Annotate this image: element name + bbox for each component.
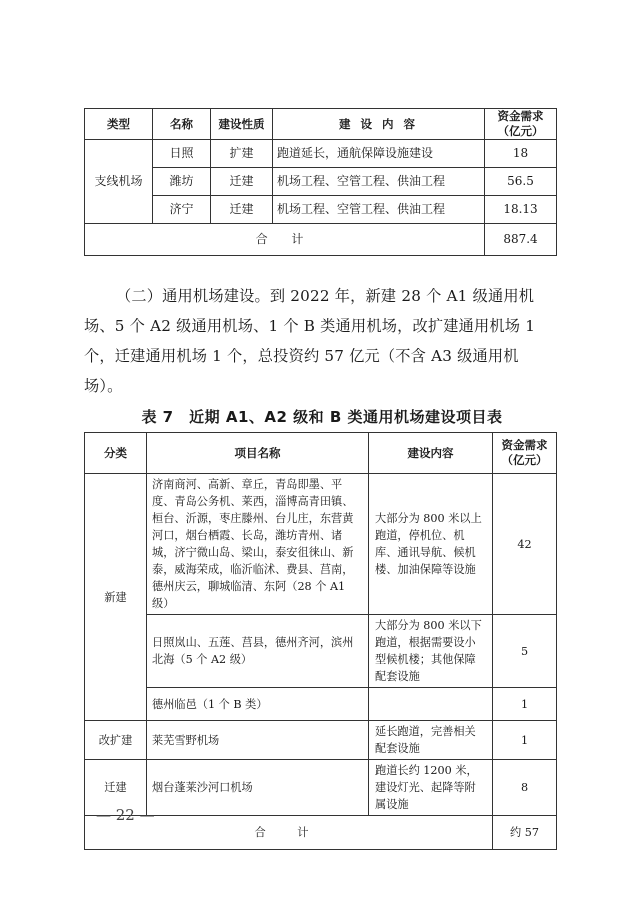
table-7-caption: 表 7 近期 A1、A2 级和 B 类通用机场建设项目表 (141, 408, 503, 426)
cell-content: 机场工程、空管工程、供油工程 (273, 168, 485, 196)
cell-project: 德州临邑（1 个 B 类） (147, 688, 369, 721)
cell-funds: 18 (485, 140, 557, 168)
cell-project: 日照岚山、五莲、莒县，德州齐河，滨州北海（5 个 A2 级） (147, 615, 369, 688)
cell-funds: 8 (493, 760, 557, 816)
cell-funds: 5 (493, 615, 557, 688)
table-row (85, 474, 557, 615)
total-value: 887.4 (485, 224, 557, 256)
table-row (85, 615, 557, 688)
cell-project: 莱芜雪野机场 (147, 721, 369, 760)
cell-content (369, 688, 493, 721)
header-type: 类型 (85, 109, 153, 140)
cell-content: 大部分为 800 米以上跑道，停机位、机库、通讯导航、候机楼、加油保障等设施 (369, 474, 493, 615)
cell-project: 济南商河、高新、章丘，青岛即墨、平度、青岛公务机、莱西，淄博高青田镇、桓台、沂源，枣庄滕州、台儿庄，东营黄河口，烟台栖霞、长岛，潍坊青州、诸城，济宁微山岛、梁山，泰安徂徕山、新泰，威海荣成，临沂临沭、费县、莒南，德州庆云，聊城临清、东阿（28 个 A1 级） (147, 474, 369, 615)
cell-funds: 18.13 (485, 196, 557, 224)
category-expand: 改扩建 (85, 721, 147, 760)
cell-content: 大部分为 800 米以下跑道，根据需要设小型候机楼；其他保障配套设施 (369, 615, 493, 688)
paragraph-line: 场、5 个 A2 级通用机场、1 个 B 类通用机场，改扩建通用机场 1 (84, 317, 536, 335)
total-label: 合 计 (85, 224, 485, 256)
total-row (85, 224, 557, 256)
cell-funds: 42 (493, 474, 557, 615)
table-row (85, 760, 557, 816)
cell-content: 机场工程、空管工程、供油工程 (273, 196, 485, 224)
cell-funds: 1 (493, 721, 557, 760)
cell-nature: 扩建 (211, 140, 273, 168)
header-project: 项目名称 (147, 433, 369, 474)
total-label: 合 计 (85, 816, 493, 850)
table-row (85, 721, 557, 760)
header-name: 名称 (153, 109, 211, 140)
cell-nature: 迁建 (211, 168, 273, 196)
cell-funds: 1 (493, 688, 557, 721)
table-7 (84, 432, 557, 850)
table-header-row (85, 433, 557, 474)
cell-content: 跑道长约 1200 米，建设灯光、起降等附属设施 (369, 760, 493, 816)
category-new: 新建 (85, 474, 147, 721)
page-number: — 22 — (96, 806, 155, 824)
header-content: 建 设 内 容 (273, 109, 485, 140)
table-row (85, 688, 557, 721)
cell-name: 济宁 (153, 196, 211, 224)
paragraph-line: 场）。 (84, 377, 123, 395)
header-funds: 资金需求 （亿元） (485, 109, 557, 140)
total-value: 约 57 (493, 816, 557, 850)
header-nature: 建设性质 (211, 109, 273, 140)
table-6-continued (84, 108, 557, 256)
body-paragraph (84, 281, 560, 401)
paragraph-line: 个，迁建通用机场 1 个，总投资约 57 亿元（不含 A3 级通用机 (84, 347, 519, 365)
cell-content: 延长跑道，完善相关配套设施 (369, 721, 493, 760)
table-row (85, 140, 557, 168)
header-category: 分类 (85, 433, 147, 474)
total-row (85, 816, 557, 850)
paragraph-line: （二）通用机场建设。到 2022 年，新建 28 个 A1 级通用机 (116, 287, 535, 305)
cell-name: 潍坊 (153, 168, 211, 196)
table-row (85, 196, 557, 224)
cell-project: 烟台蓬莱沙河口机场 (147, 760, 369, 816)
cell-content: 跑道延长，通航保障设施建设 (273, 140, 485, 168)
cell-funds: 56.5 (485, 168, 557, 196)
cell-name: 日照 (153, 140, 211, 168)
header-content: 建设内容 (369, 433, 493, 474)
category-relocate: 迁建 (85, 760, 147, 816)
group-label: 支线机场 (85, 140, 153, 224)
cell-nature: 迁建 (211, 196, 273, 224)
table-header-row (85, 109, 557, 140)
header-funds: 资金需求 （亿元） (493, 433, 557, 474)
table-row (85, 168, 557, 196)
